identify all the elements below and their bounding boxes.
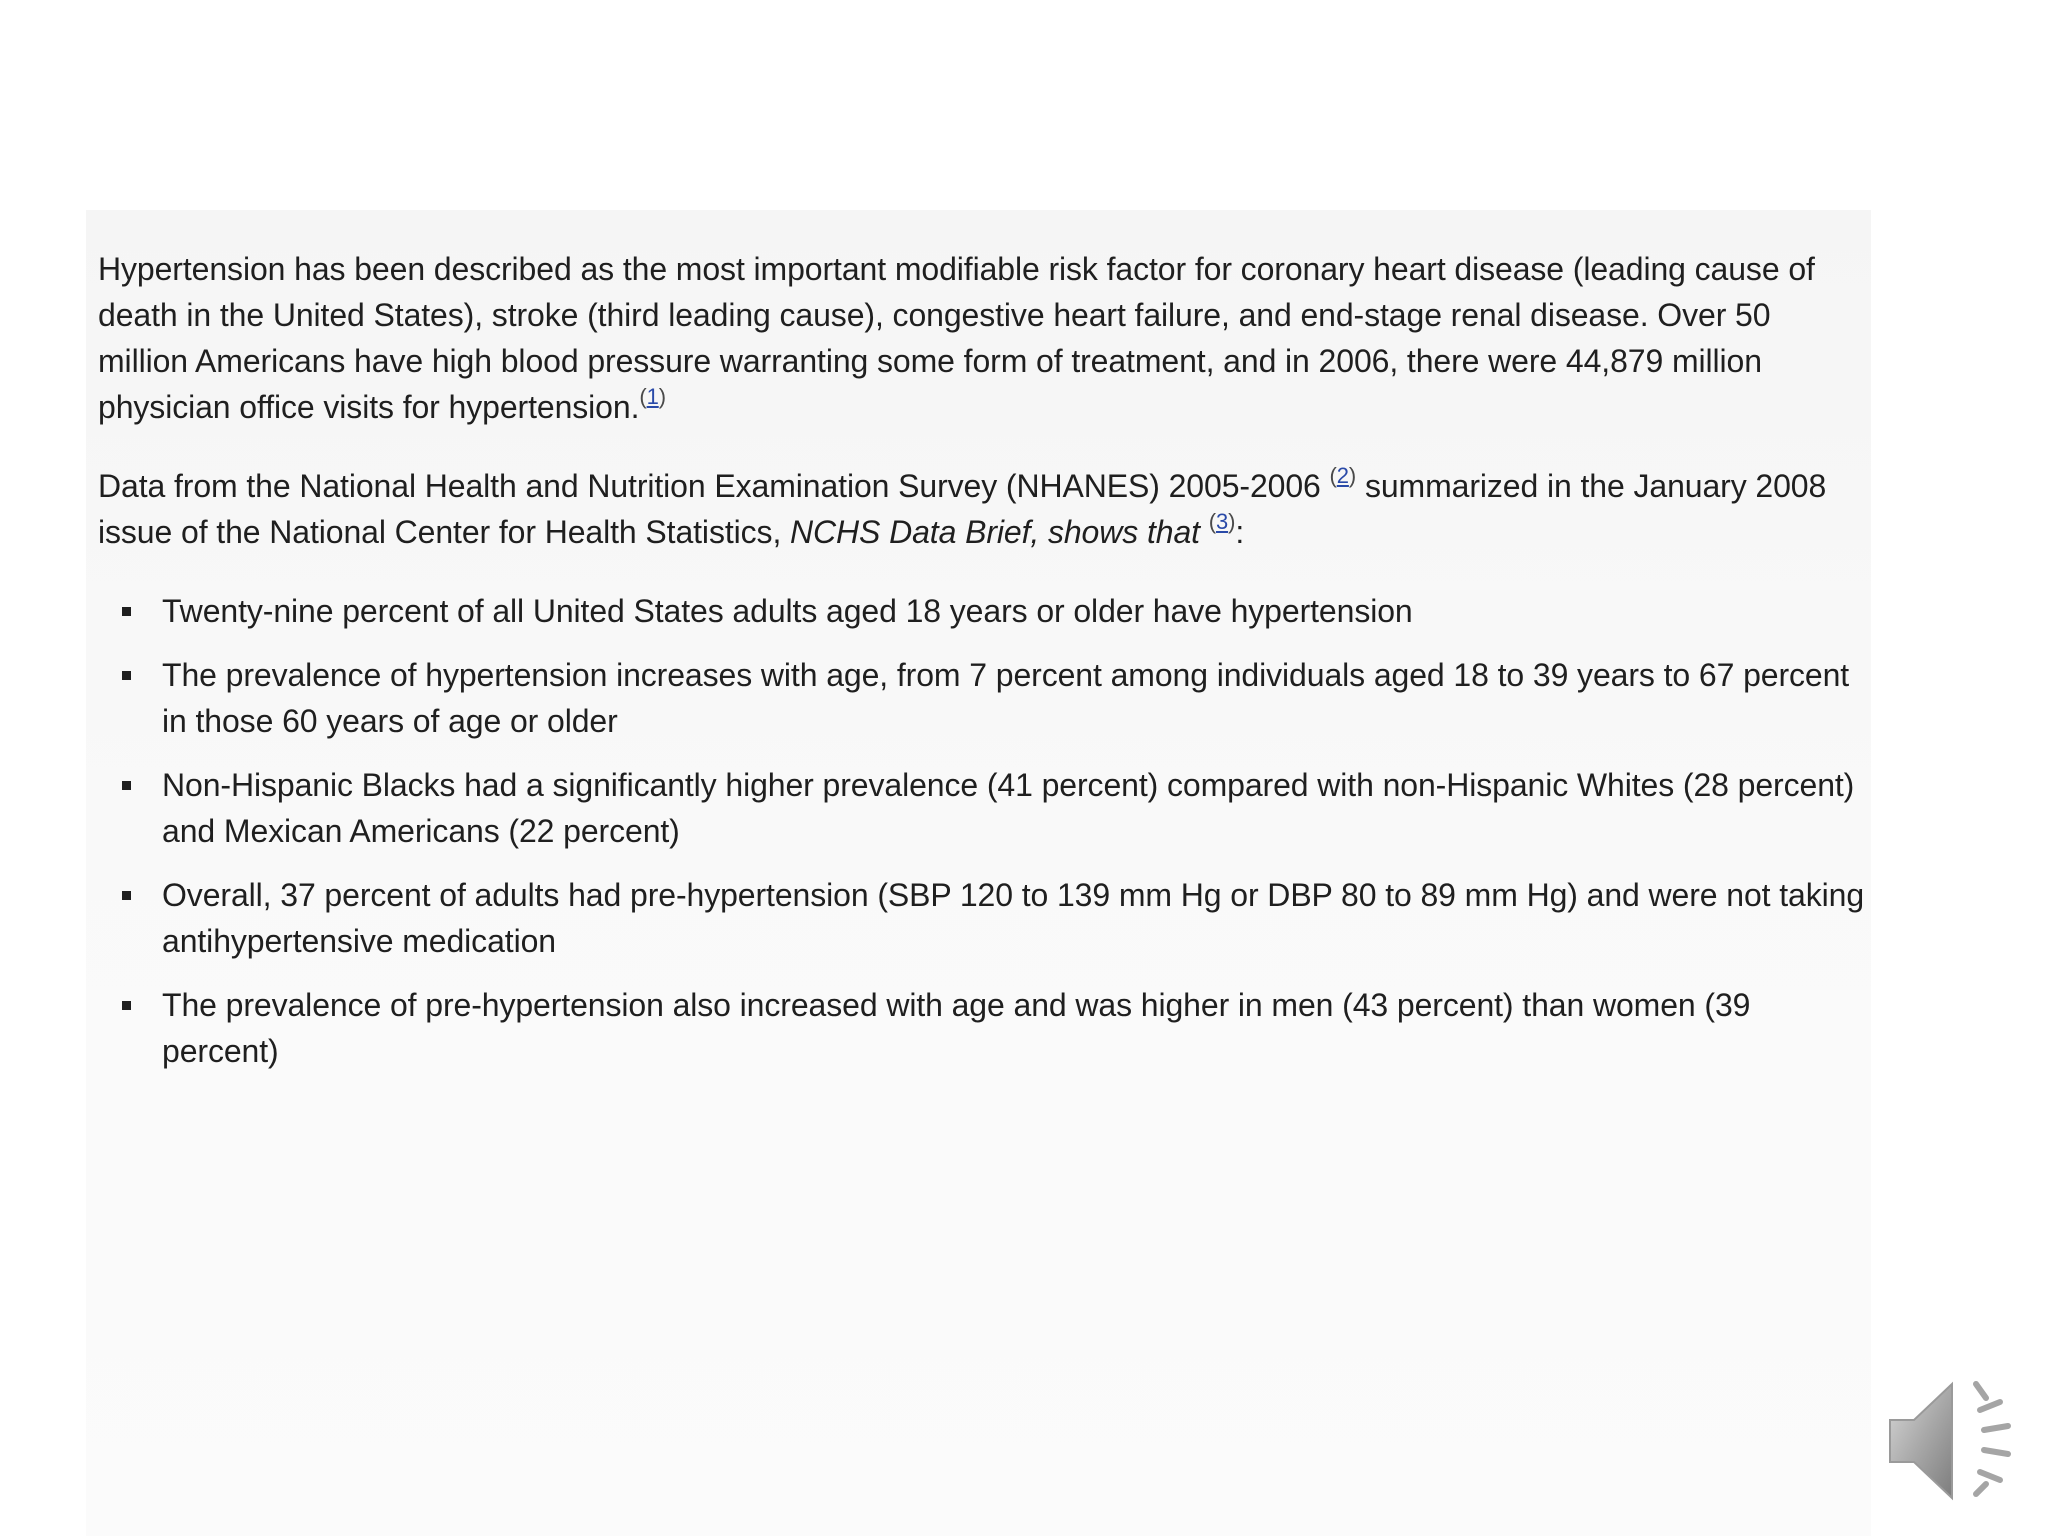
bullet-icon: [122, 607, 131, 616]
paragraph-hypertension-intro: [98, 246, 1868, 430]
list-item: [98, 872, 1868, 964]
list-item: [98, 982, 1868, 1074]
reference-3-open: (: [1208, 509, 1216, 534]
list-item: [98, 762, 1868, 854]
list-item-text: Overall, 37 percent of adults had pre-hypertension (SBP 120 to 139 mm Hg or DBP 80 to 89 mm Hg) and were not taking antihypertensive medication: [162, 877, 1865, 959]
bullet-icon: [122, 671, 131, 680]
reference-link-2[interactable]: 2: [1336, 463, 1349, 488]
document-body: [98, 246, 1868, 1092]
list-item-text: The prevalence of hypertension increases with age, from 7 percent among individuals aged 18 to 39 years to 67 percent in those 60 years of age or older: [162, 657, 1850, 739]
list-item: [98, 652, 1868, 744]
list-item-text: The prevalence of pre-hypertension also increased with age and was higher in men (43 percent) than women (39 percent): [162, 987, 1751, 1069]
paragraph-2-text-after: :: [1235, 514, 1245, 550]
speaker-icon[interactable]: [1884, 1376, 2024, 1506]
paragraph-nhanes: [98, 463, 1868, 555]
bullet-icon: [122, 781, 131, 790]
speaker-icon-graphic: [1884, 1376, 2024, 1506]
reference-3-close: ): [1228, 509, 1236, 534]
paragraph-2-text-before: Data from the National Health and Nutrition Examination Survey (NHANES) 2005-2006: [98, 468, 1321, 504]
list-item-text: Non-Hispanic Blacks had a significantly higher prevalence (41 percent) compared with non-Hispanic Whites (28 percent) and Mexican Americans (22 percent): [162, 767, 1855, 849]
reference-2-close: ): [1348, 463, 1357, 488]
paragraph-2-italic: NCHS Data Brief, shows that: [790, 514, 1200, 550]
paragraph-2-text-middle: summarized in the January 2008 issue of the National Center for Health Statistics,: [98, 468, 1827, 550]
findings-list: [98, 588, 1868, 1074]
reference-2-open: (: [1329, 463, 1337, 488]
bullet-icon: [122, 1001, 131, 1010]
bullet-icon: [122, 891, 131, 900]
reference-link-3[interactable]: 3: [1215, 509, 1229, 534]
list-item: [98, 588, 1868, 634]
reference-link-1[interactable]: 1: [646, 384, 659, 409]
reference-1-close: ): [658, 384, 666, 409]
list-item-text: Twenty-nine percent of all United States adults aged 18 years or older have hypertension: [162, 593, 1413, 629]
reference-1-open: (: [639, 384, 647, 409]
paragraph-1-text: Hypertension has been described as the most important modifiable risk factor for coronary heart disease (leading cause of death in the United States), stroke (third leading cause), congestive heart failure, and end-stage renal disease. Over 50 million Americans have high blood pressure warranting some form of treatment, and in 2006, there were 44,879 million physician office visits for hypertension.: [98, 251, 1815, 425]
